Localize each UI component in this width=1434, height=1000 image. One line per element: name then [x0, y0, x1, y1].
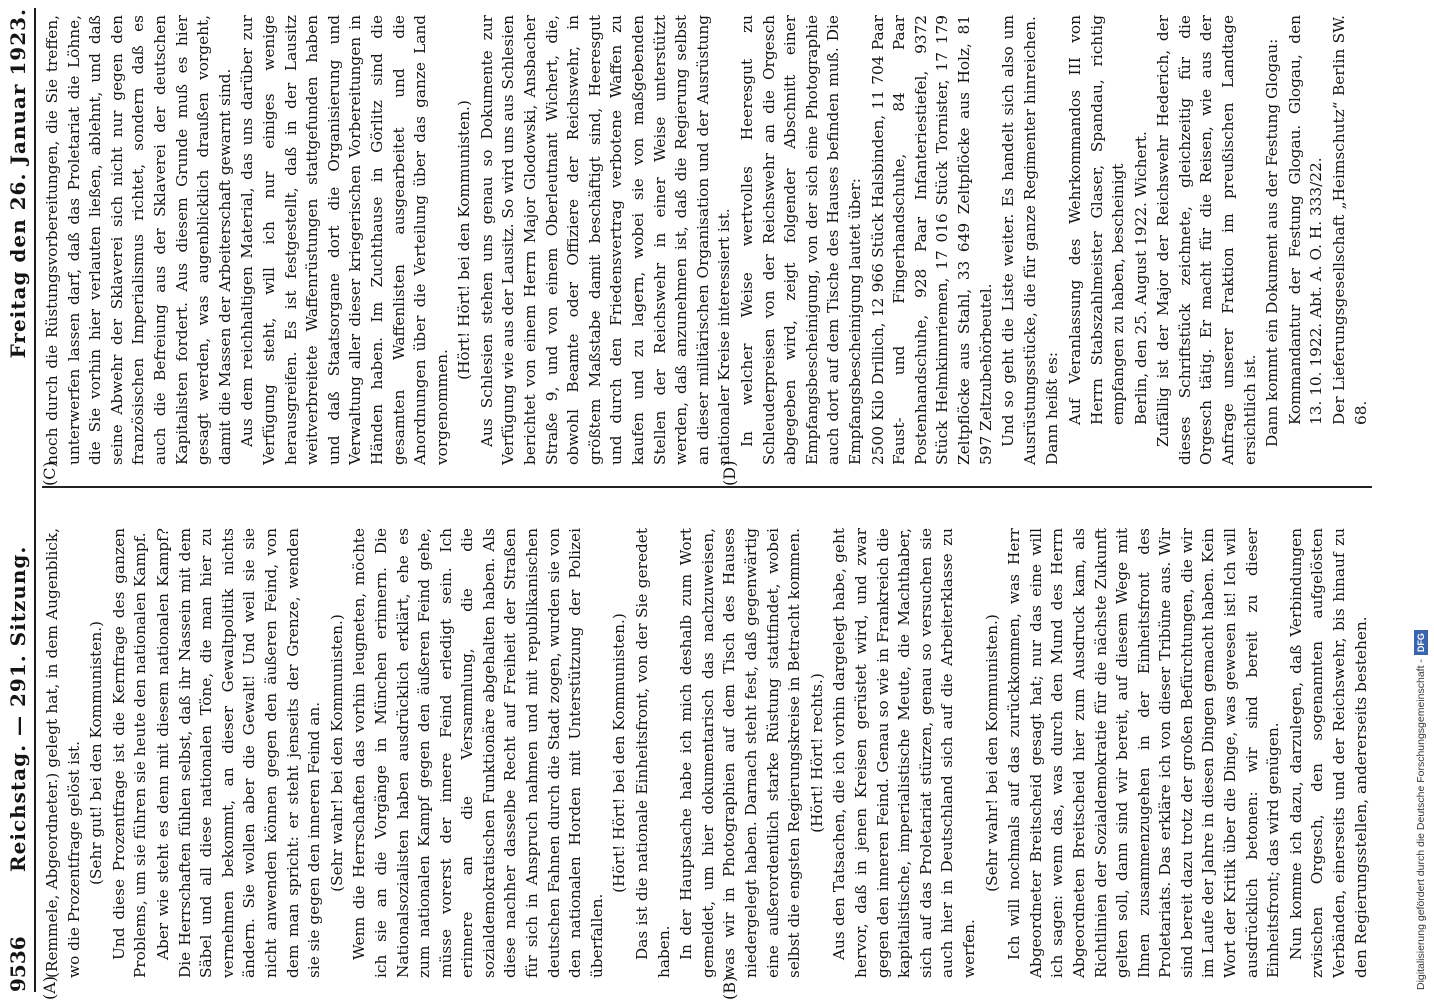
- page-number: 9536: [6, 936, 30, 992]
- interjection: (Sehr gut! bei den Kommunisten.): [87, 620, 106, 886]
- interjection: (Sehr wahr! bei den Kommunisten.): [982, 614, 1001, 892]
- paragraph: 2500 Kilo Drillich, 12 966 Stück Halsbinden, 11 704 Paar Faust- und Fingerhandschuhe, 84 Paar Postenhandschuhe, 928 Paar Infanteriestiefel, 9372 Stück Helmkinnriemen, 17 016 Stück Tornister, 17 179 Zeltpflöcke aus Stahl, 33 649 Zeltpflöcke aus Holz, 81 597 Zeltzubehörbeutel.: [868, 15, 995, 465]
- right-column: [42, 15, 1372, 465]
- interjection: (Hört! Hört! bei den Kommunisten.): [610, 613, 629, 893]
- paragraph: Aus Schlesien stehen uns genau so Dokumente zur Verfügung wie aus der Lausitz. So wird uns aus Schlesien berichtet von einem Herrn Major Glodowski, Ansbacher Straße 9, und von einem Oberleutnant Wichert, die, obwohl Beamte oder Offiziere der Reichswehr, in größtem Maßstabe damit beschäftigt sind, Heeresgut und durch den Friedensvertrag verbotene Waffen zu kaufen und zu lagern, wobei sie von maßgebenden Stellen der Reichswehr in einer Weise unterstützt werden, daß anzunehmen ist, daß die Regierung selbst an dieser militärischen Organisation und der Ausrüstung nationaler Kreise interessiert ist.: [477, 15, 734, 465]
- dfg-logo: DFG: [1414, 630, 1428, 655]
- credit-note: Digitalisierung gefördert durch die Deutsche Forschungsgemeinschaft -: [1415, 659, 1427, 990]
- margin-label-a: (A): [40, 975, 59, 1000]
- paragraph: In der Hauptsache habe ich mich deshalb zum Wort gemeldet, um hier dokumentarisch das nachzuweisen, was wir in Photographien auf dem Tisch des Hauses niedergelegt haben. Darnach steht fest, daß gegenwärtig eine außerordentlich starke Rüstung stattfindet, wobei selbst die engsten Regierungskreise in Betracht kommen.: [677, 528, 804, 978]
- side-credit-text: [1410, 10, 1432, 990]
- paragraph: Nun komme ich dazu, darzulegen, daß Verbindungen zwischen Orgesch, den sogenannten aufgelösten Verbänden, einerseits und der Reichswehr, bis hinauf zu den Regierungsstellen, andererseits bestehen.: [1286, 528, 1370, 978]
- interjection: (Hört! Hört! bei den Kommunisten.): [455, 100, 474, 380]
- paragraph: Berlin, den 25. August 1922. Wichert.: [1131, 131, 1150, 425]
- paragraph: Dann heißt es:: [1043, 351, 1062, 465]
- paragraph: noch durch die Rüstungsvorbereitungen, die Sie treffen, unterwerfen lassen darf, daß das Proletariat die Löhne, die Sie vorhin hier verlauten ließen, ablehnt, und daß seine Abwehr der Sklaverei sich nicht nur gegen den französischen Imperialismus richtet, sondern daß es auch die Befreiung aus der Sklaverei der deutschen Kapitalisten fordert. Aus diesem Grunde muß es hier gesagt werden, was augenblicklich draußen vorgeht, damit die Massen der Arbeiterschaft gewarnt sind.: [43, 15, 234, 465]
- interjection: (Hört! Hört! rechts.): [807, 673, 826, 833]
- header-rule: [34, 8, 36, 992]
- left-column: [42, 528, 1372, 978]
- paragraph: Dann kommt ein Dokument aus der Festung Glogau:: [1263, 38, 1282, 447]
- paragraph: Auf Veranlassung des Wehrkommandos III von Herrn Stabszahlmeister Glaser, Spandau, richtig empfangen zu haben, bescheinigt: [1065, 15, 1128, 425]
- paragraph: Ich will nochmals auf das zurückkommen, was Herr Abgeordneter Breitscheid gesagt hat; nur das eine will ich sagen: wenn das, was durch den Mund des Herrn Abgeordneten Breitscheid hier zum Ausdruck kam, als Richtlinien der Sozialdemokratie für die nächste Zukunft gelten soll, dann sind wir bereit, auf diesem Wege mit Ihnen zusammenzugehen in der Einheitsfront des Proletariats. Das erkläre ich von dieser Tribüne aus. Wir sind bereit dazu trotz der großen Befürchtungen, die wir im Laufe der Jahre in diesen Dingen gemacht haben. Kein Wort der Kritik über die Dinge, was gewesen ist! Ich will ausdrücklich betonen: wir sind bereit zu dieser Einheitsfront; das wird genügen.: [1005, 528, 1283, 978]
- session-title: Reichstag. — 291. Sitzung.: [6, 545, 30, 872]
- side-credit: [1410, 10, 1432, 990]
- paragraph: Kommandantur der Festung Glogau. Glogau, den 13. 10. 1922. Abt. A. O. H. 333/22.: [1285, 15, 1326, 425]
- column-rule: [42, 486, 1372, 488]
- session-date: Freitag den 26. Januar 1923.: [6, 8, 30, 359]
- paragraph: Das ist die nationale Einheitsfront, von der Sie geredet haben.: [633, 528, 673, 978]
- paragraph: Zufällig ist der Major der Reichswehr Hederich, der dieses Schriftstück zeichnete, gleichzeitig für die Orgesch tätig. Er macht für die Reisen, wie aus der Anfrage unserer Fraktion im preußischen Landtage ersichtlich ist.: [1154, 15, 1259, 465]
- paragraph: Und so geht die Liste weiter. Es handelt sich also um Ausrüstungsstücke, die für ganze Regimenter hinreichen.: [999, 15, 1039, 465]
- margin-label-c: (C): [40, 461, 59, 486]
- paragraph: (Remmele, Abgeordneter.) gelegt hat, in dem Augenblick, wo die Prozentfrage gelöst ist.: [43, 528, 83, 978]
- margin-label-d: (D): [720, 460, 739, 486]
- interjection: (Sehr wahr! bei den Kommunisten.): [327, 614, 346, 892]
- margin-label-b: (B): [720, 975, 739, 1000]
- paragraph: Aus dem reichhaltigen Material, das uns darüber zur Verfügung steht, will ich nur einiges wenige herausgreifen. Es ist festgestellt, daß in der Lausitz weitverbreitete Waffenrüstungen stattgefunden haben und daß Staatsorgane dort die Organisierung und Verwaltung aller dieser kriegerischen Vorbereitungen in Händen haben. Im Zuchthause in Görlitz sind die gesamten Waffenlisten ausgearbeitet und die Anordnungen über die Verteilung über das ganze Land vorgenommen.: [238, 15, 451, 465]
- paragraph: Der Lieferungsgesellschaft „Heimschutz“ Berlin SW. 68.: [1330, 15, 1370, 425]
- paragraph: Aus den Tatsachen, die ich vorhin dargelegt habe, geht hervor, daß in jenen Kreisen gerüstet wird, und zwar gegen den inneren Feind. Genau so wie in Frankreich die kapitalistische, imperialistische Meute, die Machthaber, sich auf das Proletariat stürzen, genau so versuchen sie auch hier in Deutschland sich auf die Arbeiterklasse zu werfen.: [830, 528, 978, 978]
- paragraph: Aber wie steht es denn mit diesem nationalen Kampf? Die Herrschaften fühlen selbst, daß ihr Nassein mit dem Säbel und all diese nationalen Töne, die man hier zu vernehmen bekommt, an dieser Gewaltpolitik nichts ändern. Sie wollen aber die Gewalt! Und weil sie sie nicht anwenden können gegen den äußeren Feind, von dem man spricht: er steht jenseits der Grenze, wenden sie sie gegen den inneren Feind an.: [153, 528, 324, 978]
- paragraph: Wenn die Herrschaften das vorhin leugneten, möchte ich sie an die Vorgänge in München erinnern. Die Nationalsozialisten haben ausdrücklich erklärt, ehe es zum nationalen Kampf gegen den äußeren Feind gehe, müsse vorerst der innere Feind erledigt sein. Ich erinnere an die Versammlung, die die sozialdemokratischen Funktionäre abgehalten haben. Als diese nachher dasselbe Recht auf Freiheit der Straßen für sich in Anspruch nahmen und mit republikanischen deutschen Fahnen durch die Stadt zogen, wurden sie von den nationalen Horden mit Unterstützung der Polizei überfallen.: [350, 528, 606, 978]
- paragraph: Und diese Prozentfrage ist die Kernfrage des ganzen Problems, um sie führen sie heute den nationalen Kampf.: [109, 528, 150, 978]
- page-header: [4, 8, 34, 992]
- paragraph: In welcher Weise wertvolles Heeresgut zu Schleuderpreisen von der Reichswehr an die Orgesch abgegeben wird, zeigt folgender Abschnitt einer Empfangsbescheinigung, von der sich eine Photographie auch dort auf dem Tische des Hauses befinden muß. Die Empfangsbescheinigung lautet über:: [738, 15, 864, 465]
